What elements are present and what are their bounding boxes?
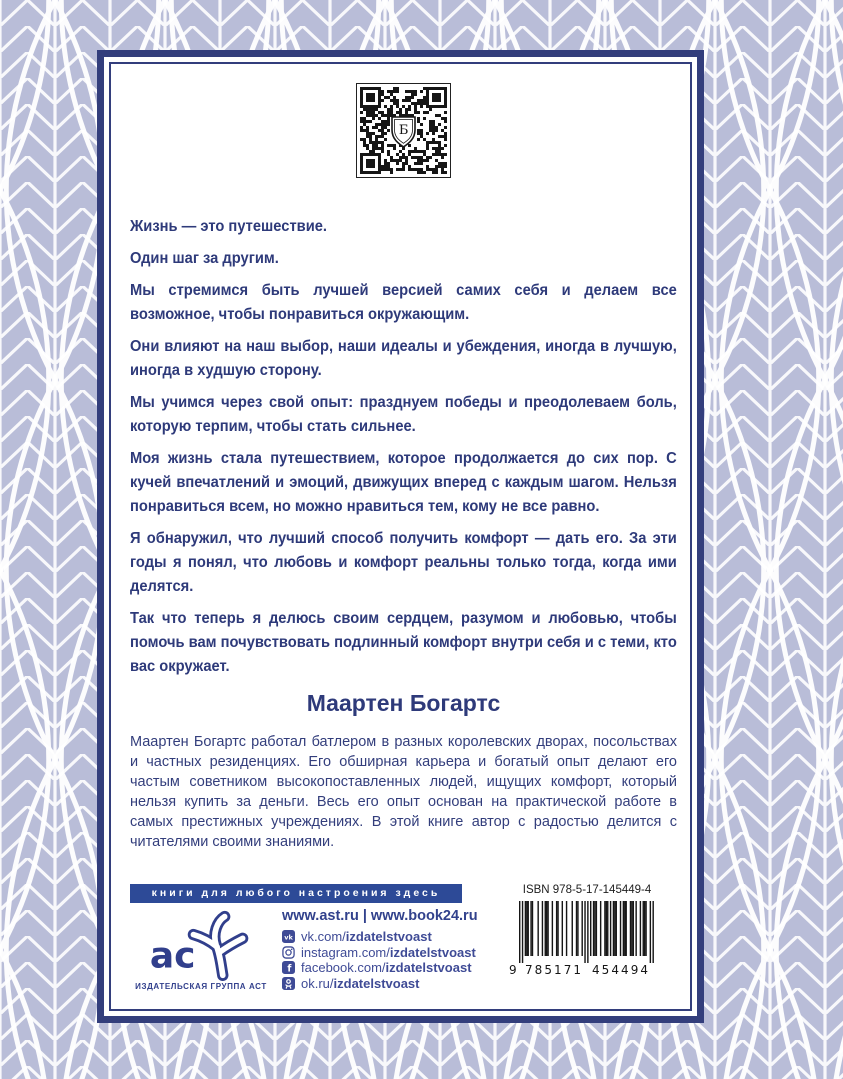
annotation-text	[130, 215, 677, 679]
publisher-caption: ИЗДАТЕЛЬСКАЯ ГРУППА АСТ	[135, 982, 267, 991]
ast-logo	[130, 907, 272, 992]
instagram-icon	[282, 946, 295, 959]
quote-paragraph: Я обнаружил, что лучший способ получить комфорт — дать его. За эти годы я понял, что любовь и комфорт реальны только тогда, когда ими делятся.	[130, 530, 677, 595]
social-link-label: vk.com/izdatelstvoast	[301, 929, 432, 944]
vk-icon	[282, 930, 295, 943]
svg-text:9: 9	[509, 963, 517, 977]
publisher-footer	[130, 877, 677, 992]
isbn-block	[499, 884, 675, 985]
back-cover-panel	[97, 50, 704, 1023]
ean13-barcode	[507, 900, 667, 980]
publisher-websites: www.ast.ru | www.book24.ru	[282, 908, 478, 924]
slogan-banner: книги для любого настроения здесь	[130, 884, 462, 903]
quote-paragraph: Мы учимся через свой опыт: празднуем победы и преодолеваем боль, которую терпим, чтобы стать сильнее.	[130, 394, 677, 435]
svg-text:454494: 454494	[592, 963, 648, 977]
social-link-vk	[282, 930, 512, 944]
social-link-instagram	[282, 946, 512, 960]
svg-text:Б: Б	[398, 123, 409, 138]
quote-paragraph: Один шаг за другим.	[130, 250, 279, 267]
author-bio: Маартен Богартс работал батлером в разных королевских дворах, посольствах и частных резиденциях. Его обширная карьера и богатый опыт делают его частым советником высокопоставленных людей, ищущих комфорт, который нельзя купить за деньги. Весь его опыт основан на практической работе в самых престижных учреждениях. В этой книге автор с радостью делится с читателями своими знаниями.	[130, 734, 677, 850]
social-link-ok	[282, 977, 512, 991]
quote-paragraph: Они влияют на наш выбор, наши идеалы и убеждения, иногда в лучшую, иногда в худшую сторону.	[130, 338, 677, 379]
quote-paragraph: Моя жизнь стала путешествием, которое продолжается до сих пор. С кучей впечатлений и эмоций, движущих вперед с каждым шагом. Нельзя понравиться всем, но можно нравиться тем, кому не все равно.	[130, 450, 677, 515]
quote-paragraph: Жизнь — это путешествие.	[130, 218, 328, 235]
social-link-label: ok.ru/izdatelstvoast	[301, 975, 420, 991]
svg-text:vk: vk	[284, 933, 293, 942]
ok-icon	[282, 977, 295, 990]
qr-code	[356, 83, 451, 178]
quote-paragraph: Мы стремимся быть лучшей версией самих себя и делаем все возможное, чтобы понравиться окружающим.	[130, 282, 677, 323]
author-name: Маартен Богартс	[306, 690, 501, 716]
facebook-icon	[282, 961, 295, 974]
qr-code-image	[359, 86, 448, 175]
svg-text:f: f	[287, 963, 292, 975]
isbn-label: ISBN 978-5-17-145449-4	[522, 884, 652, 896]
social-link-label: instagram.com/izdatelstvoast	[301, 944, 476, 960]
social-link-label: facebook.com/izdatelstvoast	[301, 960, 472, 975]
ast-logo-icon	[146, 909, 256, 981]
quote-paragraph: Так что теперь я делюсь своим сердцем, разумом и любовью, чтобы помочь вам почувствовать подлинный комфорт внутри себя и с теми, кто вас окружает.	[130, 610, 677, 675]
ast-logo-letters: ас	[149, 935, 196, 977]
social-link-facebook	[282, 961, 512, 975]
svg-text:785171: 785171	[525, 963, 581, 977]
